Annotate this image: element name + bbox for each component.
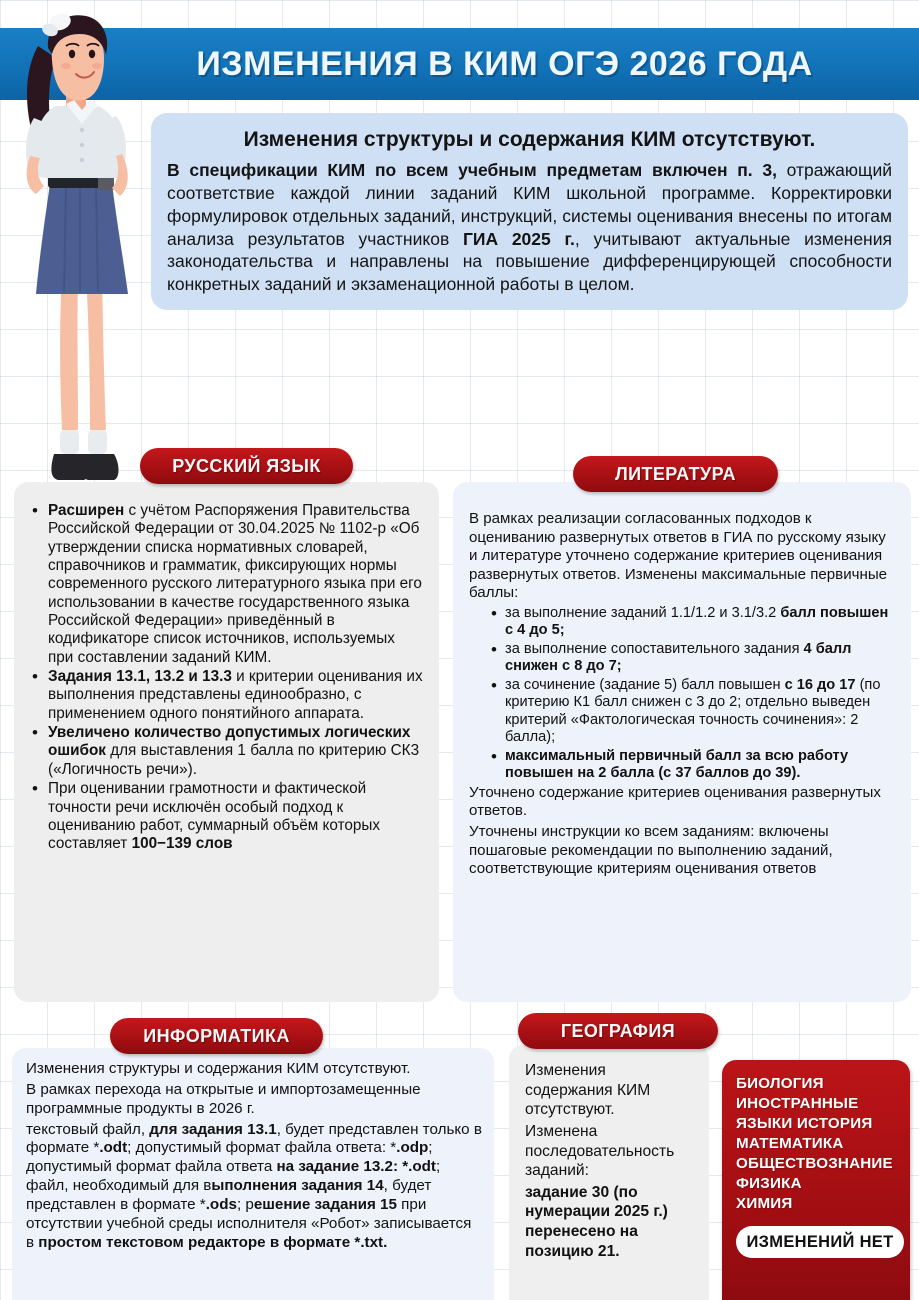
panel-informatics (12, 1048, 494, 1300)
list-item (28, 780, 423, 853)
literature-outro-1: Уточнено содержание критериев оценивания развернутых ответов. (469, 783, 881, 820)
inf-p: простом текстовом редакторе в формате *.txt. (38, 1233, 388, 1251)
bullet-text: за выполнение сопоставительного задания (505, 640, 804, 657)
list-item: ФИЗИКА (736, 1175, 802, 1193)
list-item (28, 724, 423, 779)
bullet-bold-mid: с 16 до 17 (784, 676, 856, 693)
geography-p1: Изменения содержания КИМ отсутствуют. (525, 1062, 651, 1119)
russian-bullet-list (28, 502, 423, 854)
page-title: ИЗМЕНЕНИЯ В КИМ ОГЭ 2026 ГОДА (196, 44, 813, 83)
section-badge-russian (140, 448, 353, 484)
literature-intro: В рамках реализации согласованных подходов к оцениванию развернутых ответов в ГИА по русскому языку и литературе уточнено содержание критериев оценивания развернутых ответов. Изменены максимальные первичные баллы: (469, 510, 888, 602)
inf-b: для задания 13.1 (149, 1120, 277, 1138)
list-item (28, 668, 423, 723)
bullet-bold-all: максимальный первичный балл за всю работу повышен на 2 балла (с 37 баллов до 39). (505, 747, 849, 782)
bullet-text: и критерии оценивания их выполнения представлены единообразно, с применением одного понятийного аппарата. (48, 668, 423, 722)
inf-j: ыполнения задания 14 (211, 1177, 384, 1195)
inf-k: , будет представлен в формате * (26, 1177, 432, 1213)
list-item (487, 641, 895, 676)
schoolgirl-illustration (4, 6, 154, 506)
section-badge-russian-label: РУССКИЙ ЯЗЫК (172, 455, 321, 476)
no-changes-pill-label: ИЗМЕНЕНИЙ НЕТ (746, 1232, 894, 1251)
informatics-p1: Изменения структуры и содержания КИМ отсутствуют. (26, 1060, 411, 1077)
intro-body-lead: В спецификации КИМ по всем учебным предметам включен п. 3, (167, 160, 777, 181)
intro-body-gia: ГИА 2025 г. (462, 228, 575, 249)
list-item (487, 605, 895, 640)
bullet-text: за сочинение (задание 5) балл повышен (505, 676, 785, 693)
section-badge-literature (573, 456, 778, 492)
inf-h: на задание 13.2: *.odt (276, 1158, 436, 1176)
intro-panel (151, 113, 908, 310)
list-item: ОБЩЕСТВОЗНАНИЕ (736, 1155, 893, 1173)
bullet-bold-lead: Расширен (48, 502, 125, 519)
section-badge-geography (518, 1013, 718, 1049)
bullet-bold-tail: балл повышен с 4 до 5; (505, 604, 889, 639)
informatics-p3 (26, 1121, 482, 1253)
bullet-text: для выставления 1 балла по критерию СК3 («Логичность речи»). (48, 742, 420, 778)
section-badge-literature-label: ЛИТЕРАТУРА (615, 463, 736, 484)
no-changes-pill (736, 1226, 904, 1258)
informatics-p2: В рамках перехода на открытые и импортозамещенные программные продукты в 2026 г. (26, 1080, 421, 1117)
section-badge-informatics (110, 1018, 323, 1054)
panel-literature (453, 482, 911, 1002)
inf-c: , будет представлен только в формате * (26, 1120, 482, 1157)
inf-d: .odt (99, 1139, 128, 1157)
inf-f: .odp (396, 1139, 429, 1157)
list-item: БИОЛОГИЯ (736, 1075, 824, 1092)
bullet-bold-lead: Увеличено количество допустимых логических ошибок (48, 724, 411, 760)
bullet-bold-lead: Задания 13.1, 13.2 и 13.3 (48, 668, 232, 686)
intro-body-tail: , учитывают актуальные изменения законодательства и направлены на повышение дифференцирующей способности конкретных заданий и экзаменационной работы в целом. (167, 228, 892, 294)
no-changes-subject-list (736, 1074, 900, 1214)
intro-body (167, 159, 892, 296)
geography-p3-bold: задание 30 (по нумерации 2025 г.) перенесено на позицию 21. (525, 1183, 668, 1260)
panel-no-changes (722, 1060, 910, 1300)
literature-outro-2: Уточнены инструкции ко всем заданиям: включены пошаговые рекомендации по выполнению заданий, соответствующие критериям оценивания ответов (469, 822, 833, 878)
bullet-text: за выполнение заданий 1.1/1.2 и 3.1/3.2 (505, 604, 781, 621)
geography-p3 (525, 1183, 697, 1262)
bullet-text-tail: (по критерию К1 балл снижен с 3 до 2; отдельно выведен критерий «Фактологическая точность сочинения»: 2 балла); (505, 676, 881, 746)
bullet-text: с учётом Распоряжения Правительства Российской Федерации от 30.04.2025 № 1102-р «Об утверждении списка нормативных словарей, справочников и грамматик, фиксирующих нормы современного русского литературного языка при его использовании в качестве государственного языка Российской Федерации» приведённый в кодификаторе список источников, используемых при составлении заданий КИМ. (48, 502, 422, 666)
list-item: ЯЗЫКИ ИСТОРИЯ (736, 1115, 873, 1133)
inf-i: ; файл, необходимый для в (26, 1158, 441, 1195)
inf-a: текстовый файл, (26, 1120, 150, 1138)
inf-e: ; допустимый формат файла ответа: * (127, 1139, 397, 1157)
bullet-bold-tail: 100−139 слов (131, 835, 233, 853)
panel-russian (14, 482, 439, 1002)
list-item: ХИМИЯ (736, 1195, 793, 1213)
inf-g: ; допустимый формат файла ответа (26, 1139, 433, 1176)
inf-l: .ods (205, 1195, 237, 1213)
list-item: МАТЕМАТИКА (736, 1135, 844, 1153)
inf-m: ; р (236, 1195, 254, 1213)
list-item: ИНОСТРАННЫЕ (736, 1095, 859, 1113)
intro-body-mid: отражающий соответствие каждой линии заданий КИМ школьной программе. Корректировки формулировок отдельных заданий, инструкций, системы оценивания внесены по итогам анализа результатов участников (167, 160, 892, 249)
inf-n: ешение задания 15 (253, 1195, 397, 1213)
section-badge-informatics-label: ИНФОРМАТИКА (143, 1025, 290, 1046)
list-item (28, 502, 423, 667)
literature-bullet-list (487, 605, 895, 783)
list-item (487, 748, 895, 783)
bullet-bold-tail: 4 балл снижен с 8 до 7; (505, 640, 852, 675)
list-item (487, 677, 895, 747)
bullet-text: При оценивании грамотности и фактической точности речи исключён особый подход к оцениванию работ, суммарный объём которых составляет (48, 780, 381, 853)
geography-p2: Изменена последовательность заданий: (525, 1122, 675, 1180)
inf-o: при отсутствии учебной среды исполнителя «Робот» записывается в (26, 1195, 472, 1251)
intro-title: Изменения структуры и содержания КИМ отсутствуют. (243, 128, 816, 151)
section-badge-geography-label: ГЕОГРАФИЯ (560, 1020, 676, 1041)
panel-geography (509, 1045, 709, 1300)
